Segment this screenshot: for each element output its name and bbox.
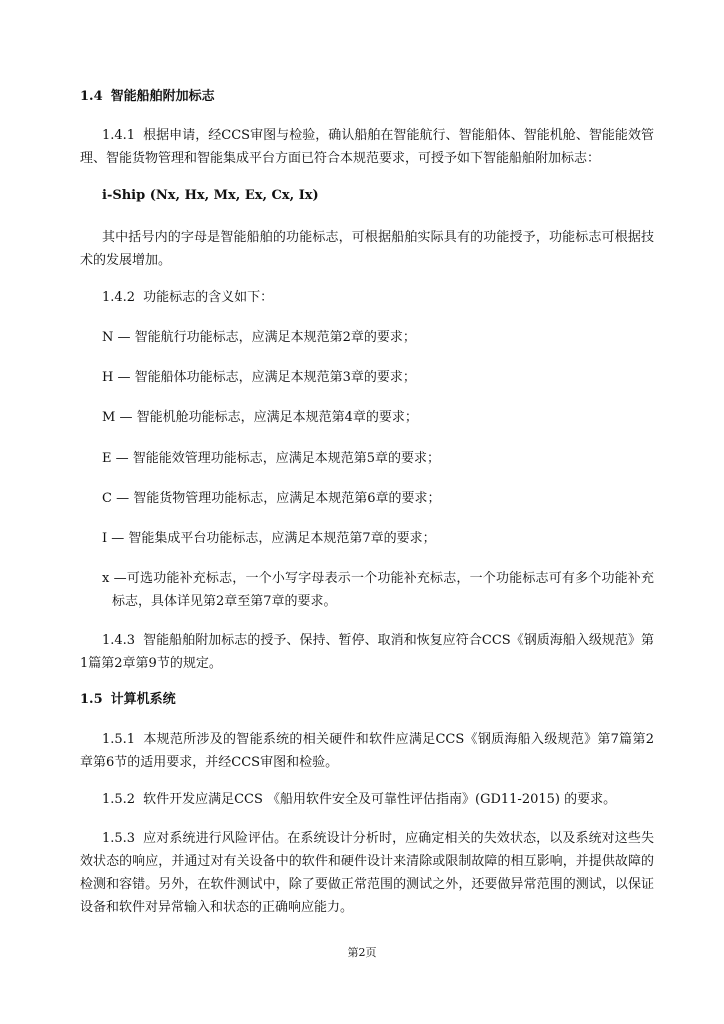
section-number: 1.4 xyxy=(80,89,103,104)
list-item-x: x —可选功能补充标志，一个小写字母表示一个功能补充标志，一个功能标志可有多个功能补充标志，具体详见第2章至第7章的要求。 xyxy=(102,571,654,609)
list-item: C — 智能货物管理功能标志，应满足本规范第6章的要求； xyxy=(102,491,441,506)
list-item: M — 智能机舱功能标志，应满足本规范第4章的要求； xyxy=(102,410,418,425)
clause-text: 本规范所涉及的智能系统的相关硬件和软件应满足CCS《钢质海船入级规范》第7篇第2章第6节的适用要求，并经CCS审图和检验。 xyxy=(80,732,654,770)
paragraph-1-5-1 xyxy=(80,728,654,774)
clause-text: 智能船舶附加标志的授予、保持、暂停、取消和恢复应符合CCS《钢质海船入级规范》第1篇第2章第9节的规定。 xyxy=(80,633,654,671)
clause-number: 1.5.3 xyxy=(102,831,136,846)
list-item: N — 智能航行功能标志，应满足本规范第2章的要求； xyxy=(102,330,416,345)
clause-text: 软件开发应满足CCS 《船用软件安全及可靠性评估指南》(GD11-2015) 的要求。 xyxy=(143,792,617,807)
paragraph-1-4-1 xyxy=(80,124,654,170)
paragraph-1-5-2 xyxy=(80,788,654,811)
list-item: H — 智能船体功能标志，应满足本规范第3章的要求； xyxy=(102,370,416,385)
list-item: E — 智能能效管理功能标志，应满足本规范第5章的要求； xyxy=(102,451,441,466)
section-1-4-heading xyxy=(80,85,654,108)
clause-number: 1.4.2 xyxy=(102,290,136,305)
clause-number: 1.4.1 xyxy=(102,128,136,143)
clause-text: 应对系统进行风险评估。在系统设计分析时，应确定相关的失效状态，以及系统对这些失效状态的响应，并通过对有关设备中的软件和硬件设计来清除或限制故障的相互影响，并提供故障的检测和容错。另外，在软件测试中，除了要做正常范围的测试之外，还要做异常范围的测试，以保证设备和软件对异常输入和状态的正确响应能力。 xyxy=(80,831,654,915)
clause-number: 1.5.2 xyxy=(102,792,136,807)
clause-text: 根据申请，经CCS审图与检验，确认船舶在智能航行、智能船体、智能机舱、智能能效管理、智能货物管理和智能集成平台方面已符合本规范要求，可授予如下智能船舶附加标志： xyxy=(80,128,654,166)
section-title: 计算机系统 xyxy=(110,692,176,707)
clause-number: 1.4.3 xyxy=(102,633,136,648)
clause-number: 1.5.1 xyxy=(102,732,136,747)
notation-line: i-Ship (Nx, Hx, Mx, Ex, Cx, Ix) xyxy=(102,188,319,203)
paragraph-1-4-2 xyxy=(80,286,654,309)
clause-text: 功能标志的含义如下： xyxy=(143,290,274,305)
section-number: 1.5 xyxy=(80,692,103,707)
paragraph-1-5-3 xyxy=(80,827,654,919)
list-item: I — 智能集成平台功能标志，应满足本规范第7章的要求； xyxy=(102,531,436,546)
section-1-5-heading xyxy=(80,688,654,711)
page-number: 第2页 xyxy=(347,946,377,959)
paragraph-1-4-3 xyxy=(80,629,654,675)
section-title: 智能船舶附加标志 xyxy=(110,89,215,104)
paragraph-explain: 其中括号内的字母是智能船舶的功能标志，可根据船舶实际具有的功能授予，功能标志可根据技术的发展增加。 xyxy=(80,230,654,268)
